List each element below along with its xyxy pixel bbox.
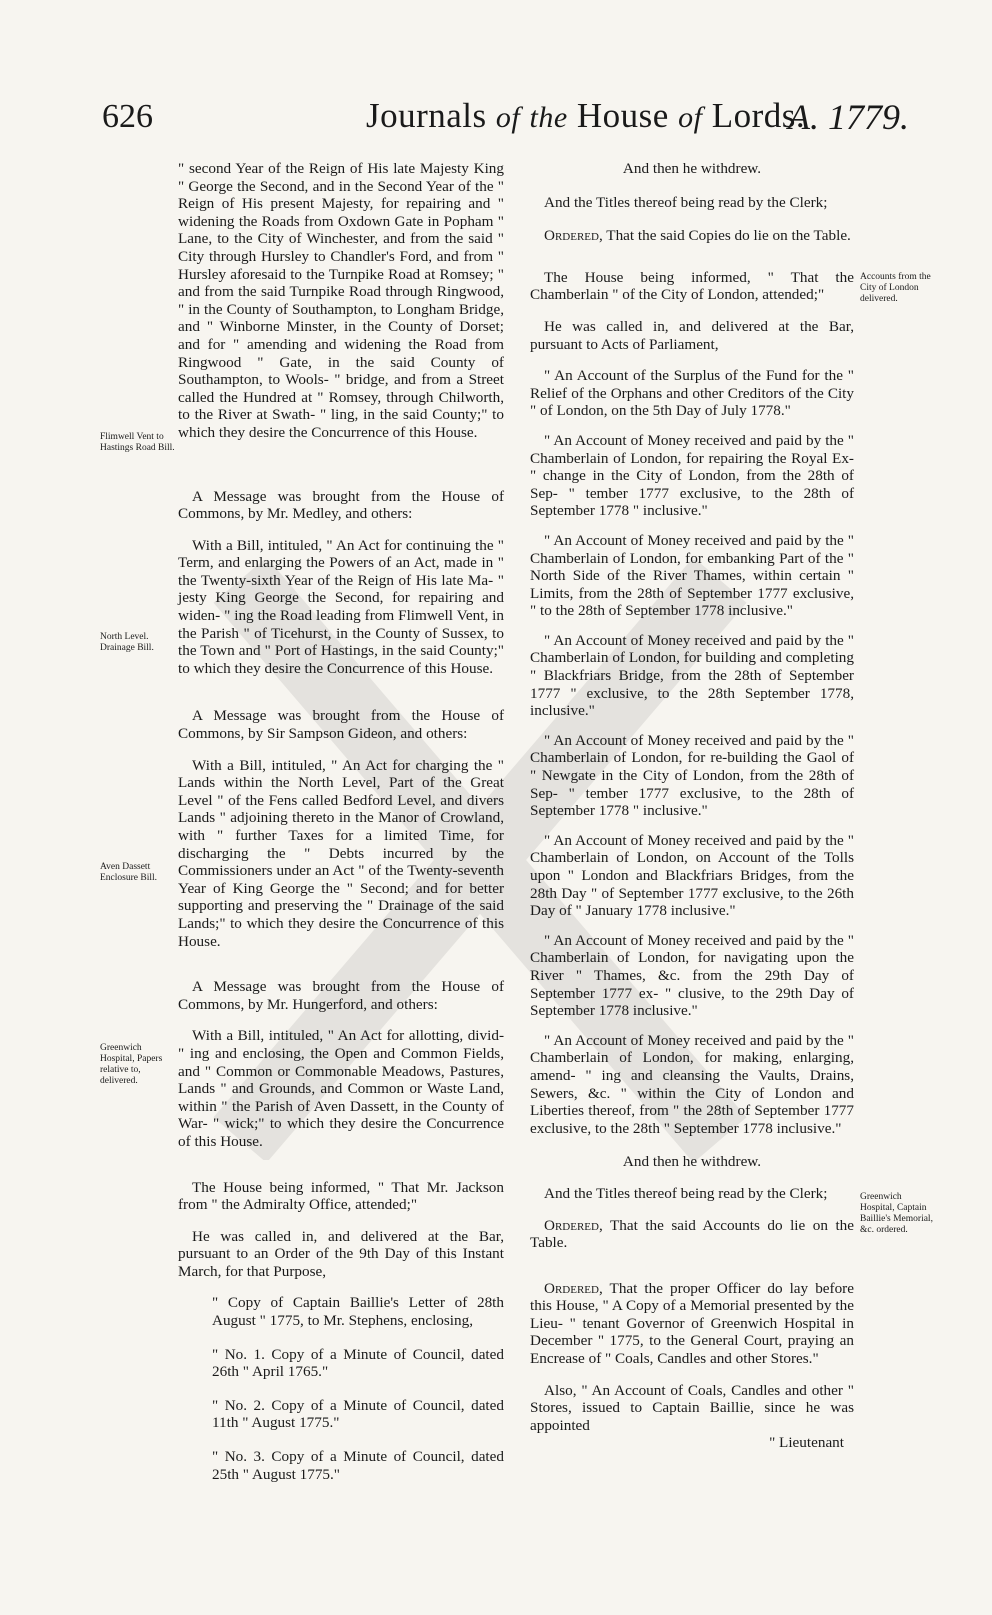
paragraph: Also, " An Account of Coals, Candles and other " Stores, issued to Captain Baillie, since he was appointed <box>530 1381 854 1434</box>
left-column <box>178 160 504 1483</box>
title-word: Lords. <box>711 96 806 135</box>
paragraph: The House being informed, " That the Chamberlain " of the City of London, attended;" <box>530 268 854 304</box>
title-word: of <box>495 101 521 134</box>
title-word: the <box>529 101 568 134</box>
paragraph: " An Account of Money received and paid by the " Chamberlain of London, on Account of the Tolls upon " London and Blackfriars Bridges, from the 28th Day " of September 1777 exclusive, to the 26th Day of " January 1778 inclusive." <box>530 831 854 920</box>
paragraph: And the Titles thereof being read by the Clerk; <box>544 193 828 211</box>
paragraph: A Message was brought from the House of Commons, by Mr. Medley, and others: <box>178 487 504 523</box>
paragraph: " An Account of Money received and paid by the " Chamberlain of London, for re-building the Gaol of " Newgate in the City of London, from the 28th of Sep- " tember 1777 exclusive, to the 28th of September 1778 " inclusive." <box>530 731 854 820</box>
page-header <box>0 0 992 150</box>
margin-note-greenwich-memorial: Greenwich Hospital, Captain Baillie's Memorial, &c. ordered. <box>860 1192 933 1235</box>
paragraph: A Message was brought from the House of Commons, by Mr. Hungerford, and others: <box>178 978 504 1013</box>
paragraph: " Copy of Captain Baillie's Letter of 28th August " 1775, to Mr. Stephens, enclosing, <box>212 1294 504 1330</box>
ordered-text: That the said Accounts do lie on the Table. <box>530 1216 854 1252</box>
margin-note-accounts-city: Accounts from the City of London delivered. <box>860 272 931 304</box>
running-title <box>366 96 805 136</box>
paragraph: " An Account of Money received and paid by the " Chamberlain of London, for embanking Part of the " North Side of the River Thames, within certain " Limits, from the 28th of September 1777 exclusive, " to the 28th of September 1778 inclusive." <box>530 531 854 620</box>
paragraph: He was called in, and delivered at the Bar, pursuant to Acts of Parliament, <box>530 317 854 353</box>
title-word: House <box>576 96 669 135</box>
paragraph: And the Titles thereof being read by the Clerk; <box>544 1184 828 1202</box>
paragraph: And then he withdrew. <box>622 160 762 177</box>
ordered-paragraph <box>530 1280 854 1368</box>
ordered-text: That the proper Officer do lay before this House, " A Copy of a Memorial presented by the Lieu- " tenant Governor of Greenwich Hospital in December " 1775, to the General Court, praying an Encrease of " Coals, Candles and other Stores." <box>530 1279 854 1368</box>
paragraph: " second Year of the Reign of His late Majesty King " George the Second, and in the Second Year of the " Reign of His present Majesty, for repairing and " widening the Roads from Oxdown Gate in Popham " Lane, to the City of Winchester, and from the said " City through Hursley to Chandler's Ford, and from " Hursley aforesaid to the Turnpike Road at Romsey; " and from the said Turnpike Road through Ringwood, " in the County of Southampton, to Longham Bridge, and " Winborne Minster, in the County of Dorset; and for " amending and widening the Road from Ringwood " Gate, in the said County of Southampton, to Wools- " bridge, and from a Street called the Hundred at " Romsey, through Chilworth, to the River at Swath- " ling, in the said County;" to which they desire the Concurrence of this House. <box>178 160 504 441</box>
paragraph: With a Bill, intituled, " An Act for allotting, divid- " ing and enclosing, the Open and Common Fields, and " Common or Commonable Meadows, Pastures, Lands " and Grounds, and Common or Waste Land, within " the Parish of Aven Dassett, in the County of War- " wick;" to which they desire the Concurrence of this House. <box>178 1027 504 1150</box>
paragraph: And then he withdrew. <box>622 1153 762 1171</box>
ordered-text: That the said Copies do lie on the Table. <box>606 227 851 245</box>
paragraph: " An Account of the Surplus of the Fund for the " Relief of the Orphans and other Creditors of the City " of London, on the 5th Day of July 1778." <box>530 367 854 420</box>
paragraph: With a Bill, intituled, " An Act for charging the " Lands within the North Level, Part of the Great Level " of the Fens called Bedford Level, and divers Lands " adjoining thereto in the Manor of Crowland, with " further Taxes for a limited Time, for discharging the " Debts incurred by the Commissioners under an Act " of the Twenty-seventh Year of King George the " Second; and for better supporting and preserving the " Drainage of the said Lands;" to which they desire the Concurrence of this House. <box>178 756 504 950</box>
paragraph: " An Account of Money received and paid by the " Chamberlain of London, for repairing the Royal Ex- " change in the City of London, from the 28th of Sep- " tember 1777 exclusive, to the 28th of September 1778 " inclusive." <box>530 431 854 520</box>
paragraph: A Message was brought from the House of Commons, by Sir Sampson Gideon, and others: <box>178 707 504 743</box>
page-number: 626 <box>102 98 153 135</box>
paragraph: " An Account of Money received and paid by the " Chamberlain of London, for making, enlarging, amend- " ing and cleansing the Vaults, Drains, Sewers, &c. " within the City of London and Liberties thereof, from " the 28th of September 1777 exclusive, to the 28th " September 1778 inclusive." <box>530 1031 854 1137</box>
ordered-paragraph <box>530 227 854 245</box>
paragraph: The House being informed, " That Mr. Jackson from " the Admiralty Office, attended;" <box>178 1178 504 1214</box>
margin-note-north-level: North Level. Drainage Bill. <box>100 632 154 653</box>
ordered-label: Ordered, <box>544 227 603 245</box>
paragraph: With a Bill, intituled, " An Act for continuing the " Term, and enlarging the Powers of an Act, made in " the Twenty-sixth Year of the Reign of His late Ma- " jesty King George the Second, for repairing and widen- " ing the Road leading from Flimwell Vent, in the Parish " of Ticehurst, in the County of Sussex, to the Town and " Port of Hastings, in the said County;" to which they desire the Concurrence of this House. <box>178 536 504 677</box>
margin-note-aven-dassett: Aven Dassett Enclosure Bill. <box>100 862 157 883</box>
ordered-paragraph <box>530 1217 854 1252</box>
list-item: " No. 1. Copy of a Minute of Council, dated 26th " April 1765." <box>212 1345 504 1381</box>
margin-note-greenwich-papers: Greenwich Hospital, Papers relative to, delivered. <box>100 1043 163 1086</box>
paragraph: He was called in, and delivered at the Bar, pursuant to an Order of the 9th Day of this Instant March, for that Purpose, <box>178 1227 504 1280</box>
ordered-label: Ordered, <box>544 1216 603 1234</box>
catchword: " Lieutenant <box>769 1434 844 1452</box>
paragraph: " An Account of Money received and paid by the " Chamberlain of London, for navigating upon the River " Thames, &c. from the 29th Day of September 1777 ex- " clusive, to the 29th Day of September 1778 inclusive." <box>530 931 854 1020</box>
paragraph: " An Account of Money received and paid by the " Chamberlain of London, for building and completing " Blackfriars Bridge, from the 28th of September 1777 " exclusive, to the 28th September 1778, inclusive." <box>530 631 854 720</box>
list-item: " No. 3. Copy of a Minute of Council, dated 25th " August 1775." <box>212 1448 504 1483</box>
right-column <box>530 160 854 1452</box>
page-year: A. 1779. <box>788 97 909 137</box>
list-item: " No. 2. Copy of a Minute of Council, dated 11th " August 1775." <box>212 1396 504 1432</box>
ordered-label: Ordered, <box>544 1279 603 1297</box>
margin-note-flimwell: Flimwell Vent to Hastings Road Bill. <box>100 432 175 453</box>
title-word: of <box>678 101 703 134</box>
title-word: Journals <box>366 96 487 135</box>
